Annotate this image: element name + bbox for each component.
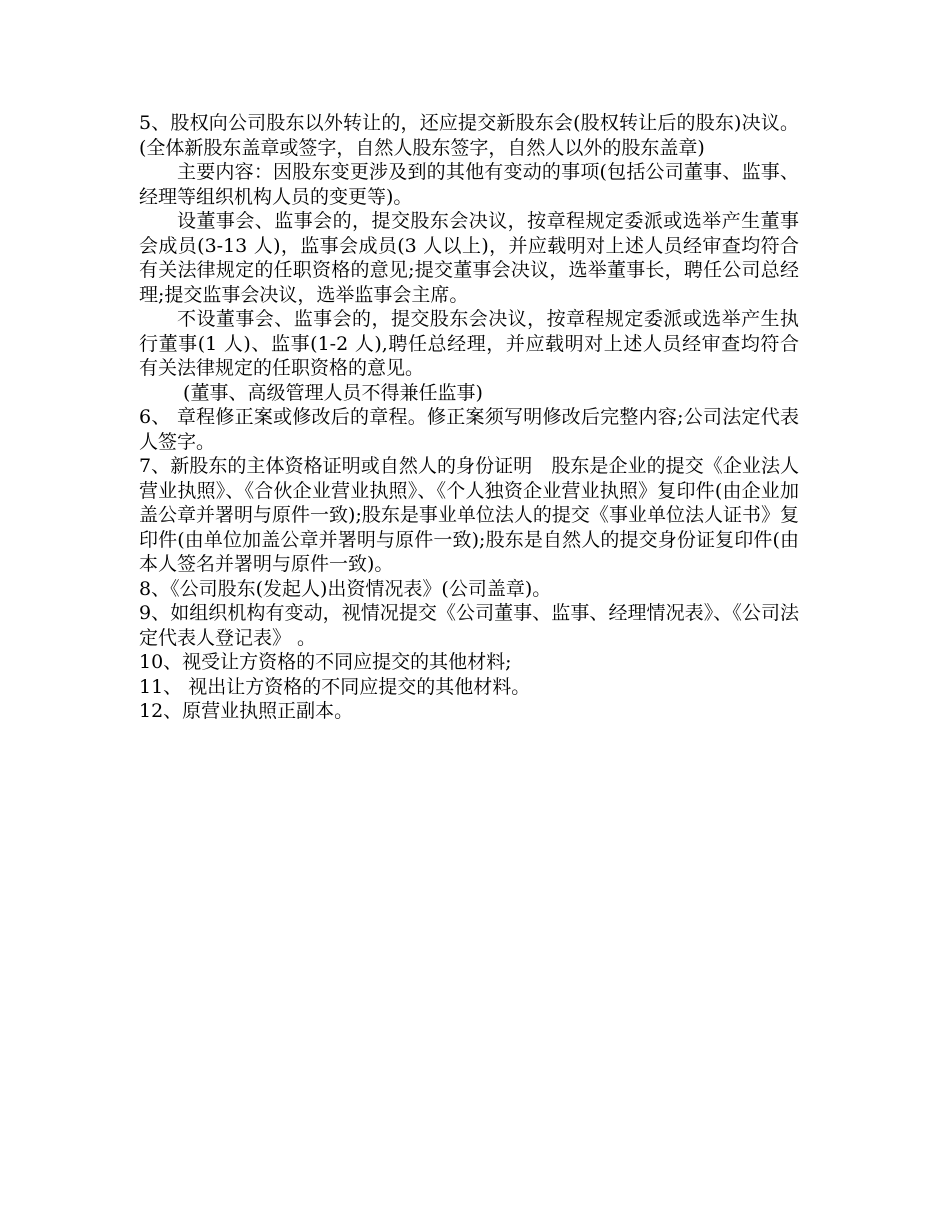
paragraph-item-10: 10、视受让方资格的不同应提交的其他材料; xyxy=(139,651,512,673)
paragraph-item-8: 8、《公司股东(发起人)出资情况表》(公司盖章)。 xyxy=(139,577,552,600)
paragraph-with-board: 设董事会、监事会的，提交股东会决议，按章程规定委派或选举产生董事会成员(3-13 人)，监事会成员(3 人以上)，并应载明对上述人员经审查均符合有关法律规定的任职资格的意见;提交董事会决议，选举董事长，聘任公司总经理;提交监事会决议，选举监事会主席。 xyxy=(139,210,799,306)
paragraph-main-content: 主要内容：因股东变更涉及到的其他有变动的事项(包括公司董事、监事、经理等组织机构人员的变更等)。 xyxy=(139,161,799,208)
paragraph-item-5: 5、股权向公司股东以外转让的，还应提交新股东会(股权转让后的股东)决议。(全体新股东盖章或签字，自然人股东签字，自然人以外的股东盖章) xyxy=(139,112,799,159)
paragraph-item-6: 6、 章程修正案或修改后的章程。修正案须写明修改后完整内容;公司法定代表人签字。 xyxy=(139,406,799,453)
paragraph-without-board: 不设董事会、监事会的，提交股东会决议，按章程规定委派或选举产生执行董事(1 人)、监事(1-2 人),聘任总经理，并应载明对上述人员经审查均符合有关法律规定的任职资格的意见。 xyxy=(139,308,799,379)
paragraph-item-11: 11、 视出让方资格的不同应提交的其他材料。 xyxy=(139,675,531,698)
document-page xyxy=(139,111,799,724)
paragraph-item-12: 12、原营业执照正副本。 xyxy=(139,700,354,722)
paragraph-note: (董事、高级管理人员不得兼任监事) xyxy=(177,381,483,404)
paragraph-item-9: 9、如组织机构有变动，视情况提交《公司董事、监事、经理情况表》、《公司法定代表人登记表》 。 xyxy=(139,602,799,649)
paragraph-item-7: 7、新股东的主体资格证明或自然人的身份证明 股东是企业的提交《企业法人营业执照》、《合伙企业营业执照》、《个人独资企业营业执照》复印件(由企业加盖公章并署明与原件一致);股东是事业单位法人的提交《事业单位法人证书》复印件(由单位加盖公章并署明与原件一致);股东是自然人的提交身份证复印件(由本人签名并署明与原件一致)。 xyxy=(139,455,799,575)
